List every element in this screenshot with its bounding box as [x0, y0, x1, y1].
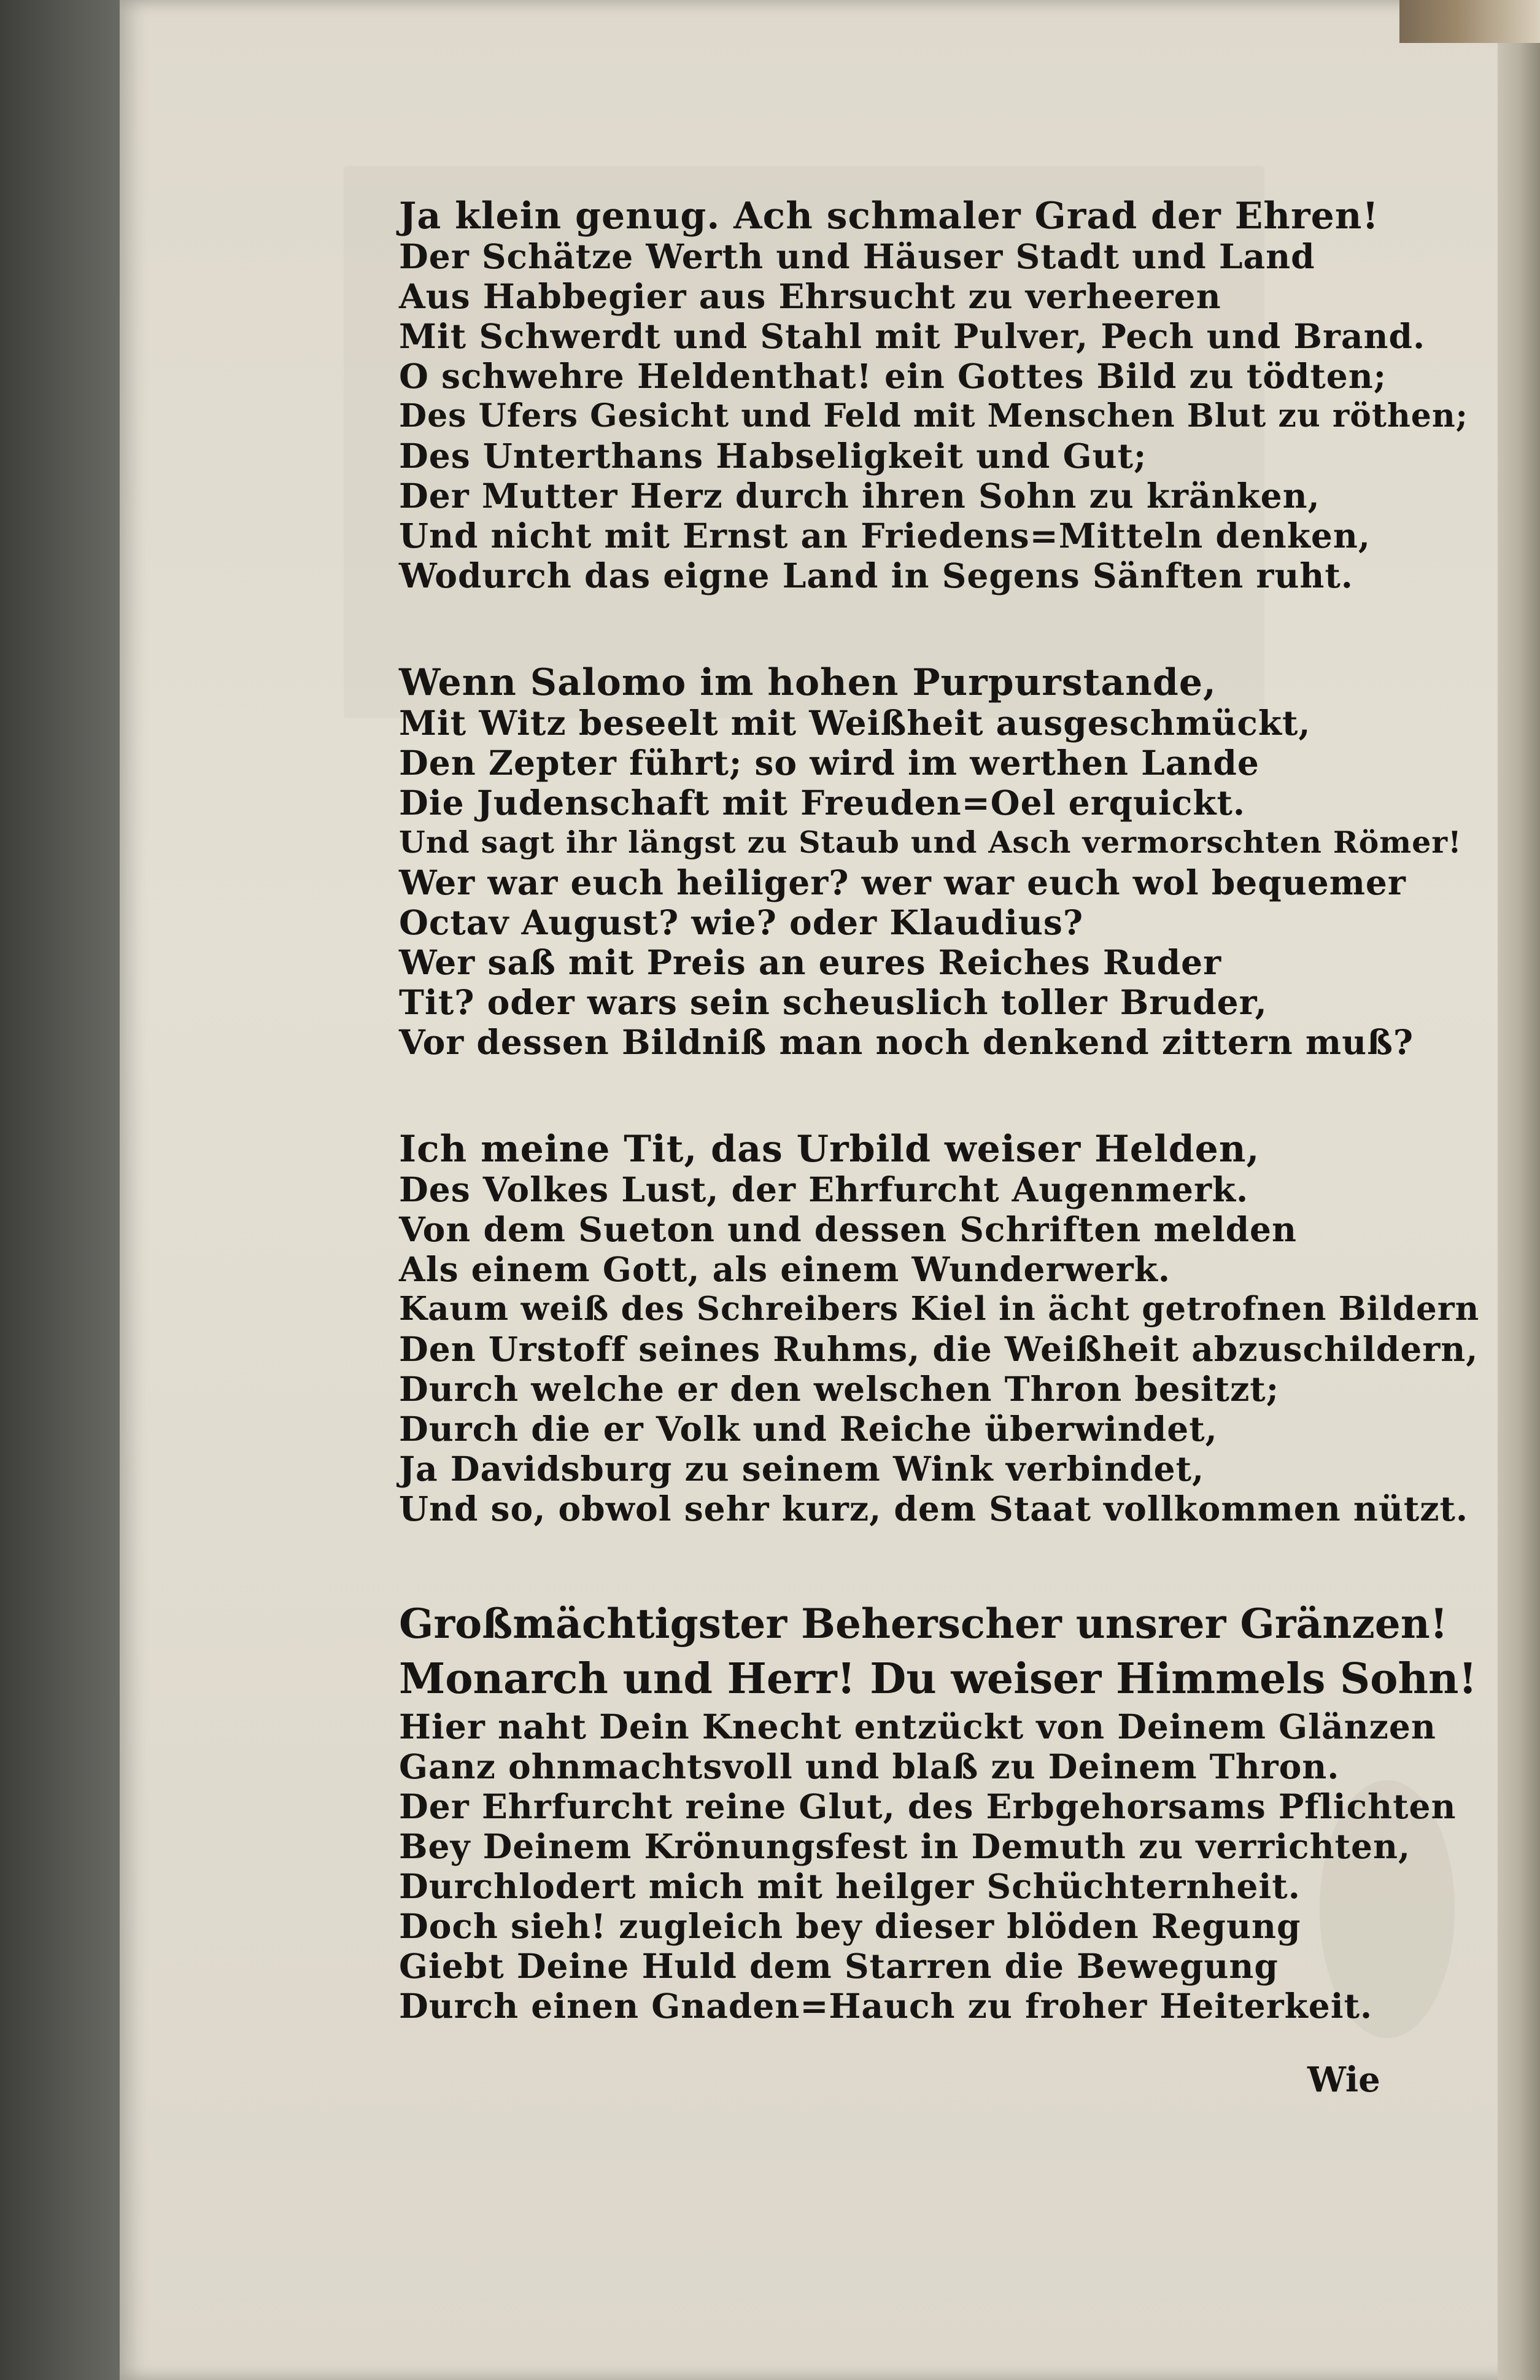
poem-line: O schwehre Heldenthat! ein Gottes Bild zu tödten;: [399, 356, 1387, 396]
poem-line: Und sagt ihr längst zu Staub und Asch vermorschten Römer!: [399, 824, 1462, 860]
poem-line: Und nicht mit Ernst an Friedens=Mitteln denken,: [399, 516, 1371, 556]
poem-line: Octav August? wie? oder Klaudius?: [399, 902, 1084, 942]
poem-line: Des Volkes Lust, der Ehrfurcht Augenmerk.: [399, 1169, 1249, 1209]
poem-line: Als einem Gott, als einem Wunderwerk.: [399, 1249, 1171, 1289]
poem-line: Doch sieh! zugleich bey dieser blöden Regung: [399, 1906, 1301, 1946]
stanza-2: [399, 663, 1492, 1062]
poem-line: Ja Davidsburg zu seinem Wink verbindet,: [399, 1449, 1205, 1489]
stanza-3: [399, 1130, 1492, 1529]
poem-line: Ich meine Tit, das Urbild weiser Helden,: [399, 1128, 1260, 1171]
poem-line: Der Schätze Werth und Häuser Stadt und Land: [399, 236, 1315, 276]
poem-line: Durch einen Gnaden=Hauch zu froher Heiterkeit.: [399, 1986, 1373, 2026]
poem-line: Aus Habbegier aus Ehrsucht zu verheeren: [399, 276, 1221, 316]
poem-line: Der Ehrfurcht reine Glut, des Erbgehorsams Pflichten: [399, 1786, 1457, 1826]
catchword: Wie: [1307, 2060, 1380, 2100]
poem-line: Bey Deinem Krönungsfest in Demuth zu verrichten,: [399, 1826, 1411, 1866]
poem-line: Ganz ohnmachtsvoll und blaß zu Deinem Thron.: [399, 1746, 1340, 1786]
poem-line: Wodurch das eigne Land in Segens Sänften ruht.: [399, 556, 1353, 595]
poem-text: [399, 184, 1492, 2118]
poem-line: Des Unterthans Habseligkeit und Gut;: [399, 436, 1147, 476]
poem-line: Großmächtigster Beherscher unsrer Gränzen!: [399, 1600, 1448, 1648]
poem-line: Durch die er Volk und Reiche überwindet,: [399, 1409, 1218, 1449]
poem-line: Durch welche er den welschen Thron besitzt;: [399, 1369, 1280, 1409]
poem-line: Hier naht Dein Knecht entzückt von Deinem Glänzen: [399, 1707, 1436, 1746]
poem-line: Ja klein genug. Ach schmaler Grad der Ehren!: [399, 195, 1379, 238]
poem-line: Mit Witz beseelt mit Weißheit ausgeschmückt,: [399, 703, 1311, 743]
poem-line: Mit Schwerdt und Stahl mit Pulver, Pech und Brand.: [399, 316, 1426, 356]
page-edge: [1498, 0, 1540, 2380]
poem-line: Die Judenschaft mit Freuden=Oel erquickt.: [399, 783, 1246, 823]
poem-line: Des Ufers Gesicht und Feld mit Menschen Blut zu röthen;: [399, 397, 1468, 435]
poem-line: Kaum weiß des Schreibers Kiel in ächt getrofnen Bildern: [399, 1290, 1480, 1328]
poem-line: Von dem Sueton und dessen Schriften melden: [399, 1209, 1298, 1249]
poem-line: Tit? oder wars sein scheuslich toller Bruder,: [399, 982, 1267, 1022]
poem-line: Giebt Deine Huld dem Starren die Bewegung: [399, 1946, 1279, 1986]
poem-line: Wenn Salomo im hohen Purpurstande,: [399, 661, 1217, 704]
poem-line: Den Urstoff seines Ruhms, die Weißheit abzuschildern,: [399, 1329, 1479, 1369]
poem-line: Vor dessen Bildniß man noch denkend zittern muß?: [399, 1022, 1414, 1062]
page-corner-tab: [1399, 0, 1540, 43]
stanza-4: [399, 1596, 1492, 2026]
poem-line: Den Zepter führt; so wird im werthen Lande: [399, 743, 1259, 783]
stanza-1: [399, 196, 1492, 595]
book-spine: [0, 0, 123, 2380]
poem-line: Wer saß mit Preis an eures Reiches Ruder: [399, 942, 1222, 982]
poem-line: Monarch und Herr! Du weiser Himmels Sohn!: [399, 1654, 1477, 1704]
poem-line: Der Mutter Herz durch ihren Sohn zu kränken,: [399, 476, 1320, 516]
poem-line: Und so, obwol sehr kurz, dem Staat vollkommen nützt.: [399, 1489, 1469, 1529]
poem-line: Wer war euch heiliger? wer war euch wol bequemer: [399, 862, 1406, 902]
poem-line: Durchlodert mich mit heilger Schüchternheit.: [399, 1866, 1301, 1906]
